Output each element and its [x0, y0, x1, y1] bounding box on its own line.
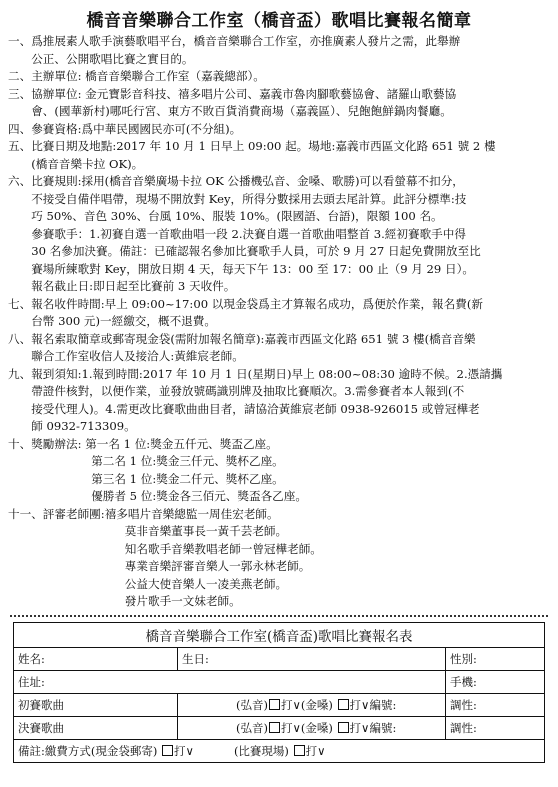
- prelim-song-options[interactable]: (弘音) 打∨(金嗓) 打∨編號:: [178, 694, 446, 717]
- rule-number: 六、: [8, 174, 32, 188]
- judge-text: 禧多唱片音樂總監一周佳宏老師。: [104, 506, 279, 521]
- prelim-key-field[interactable]: 調性:: [446, 694, 545, 717]
- rule-item: [8, 86, 548, 121]
- judge-line: [43, 506, 548, 524]
- rule-line: 巧 50%、音色 30%、台風 10%、服裝 10%。(限國語、台語)，限額 100 名。: [31, 209, 443, 223]
- rule-line: 不接受自備伴唱帶，現場不開放對 Key，所得分數採用去頭去尾計算。此評分標準:技: [31, 191, 467, 206]
- dotted-divider: [10, 615, 548, 617]
- judges-item: [8, 506, 548, 611]
- final-song-label: 決賽歌曲: [14, 717, 178, 740]
- award-line: [31, 453, 548, 471]
- rule-number: 二、: [8, 69, 32, 83]
- prelim-jinsang-checkbox[interactable]: [338, 699, 349, 710]
- prelim-song-label: 初賽歌曲: [14, 694, 178, 717]
- judge-line: 莫非音樂董事長一黃千芸老師。: [124, 524, 288, 538]
- rule-number: 五、: [8, 139, 32, 153]
- page-title: 橋音音樂聯合工作室（橋音盃）歌唱比賽報名簡章: [86, 11, 472, 31]
- rule-line: 帶證件核對，以便作業，並發放號碼識別牌及抽取比賽順次。3.需參賽者本人報到(不: [31, 384, 465, 398]
- rule-line: 接受代理人)。4.需更改比賽歌曲曲目者，請協洽黃維宸老師 0938-926015 或曾冠樺老: [31, 401, 480, 416]
- rule-text: [31, 138, 548, 173]
- rule-line: 30 名參加決賽。備註：已確認報名參加比賽歌手人員，可於 9 月 27 日起免費開放至比: [31, 244, 481, 258]
- judge-line: 知名歌手音樂教唱老師一曾冠樺老師。: [124, 541, 322, 556]
- award-text: 第二名 1 位:獎金三仟元、獎杯乙座。: [91, 454, 284, 468]
- rule-line: 會、(國華新村)哪吒行宮、東方不敗百貨消費商場（嘉義區）、兒飽飽鮮鍋肉餐廳。: [31, 104, 452, 118]
- rule-number: 八、: [8, 331, 32, 346]
- final-jinsang-checkbox[interactable]: [338, 722, 349, 733]
- judge-line: 專業音樂評審音樂人一郭永林老師。: [124, 559, 311, 573]
- rule-line: 報到須知:1.報到時間:2017 年 10 月 1 日(星期日)早上 08:00~08:30 逾時不候。2.憑請攜: [31, 366, 503, 381]
- birthday-field[interactable]: 生日:: [178, 648, 446, 671]
- rule-line: 公正、公開歌唱比賽之實目的。: [31, 51, 194, 66]
- rule-text: [31, 33, 548, 68]
- rule-line: 參賽資格:爲中華民國國民亦可(不分組)。: [31, 121, 242, 136]
- rule-text: [31, 86, 548, 121]
- judges-body: [43, 506, 548, 611]
- judges-label: 評審老師團:: [42, 506, 105, 521]
- rule-number: 九、: [8, 366, 32, 381]
- rule-text: [31, 366, 548, 436]
- rule-item: [8, 331, 548, 366]
- award-line: [31, 436, 548, 454]
- final-song-options[interactable]: (弘音) 打∨(金嗓) 打∨編號:: [178, 717, 446, 740]
- rule-text: [31, 121, 548, 139]
- onsite-payment-checkbox[interactable]: [294, 745, 305, 756]
- rule-line: 報名截止日:即日起至比賽前 3 天收件。: [31, 279, 236, 293]
- rule-text: [31, 331, 548, 366]
- gender-field[interactable]: 性別:: [446, 648, 545, 671]
- awards-item: [8, 436, 548, 506]
- judge-line: 公益大使音樂人一凌美燕老師。: [124, 576, 288, 591]
- rule-number: 四、: [8, 121, 32, 136]
- rule-line: 爲推展素人歌手演藝歌唱平台，橋音音樂聯合工作室，亦推廣素人發片之需，此舉辦: [31, 34, 461, 48]
- rule-line: 主辦單位: 橋音音樂聯合工作室（嘉義總部）。: [31, 69, 265, 83]
- award-line: [31, 488, 548, 506]
- awards-body: [31, 436, 548, 506]
- rule-text: [31, 68, 548, 86]
- rule-line: 賽場所練歌對 Key，開放日期 4 天，每天下午 13：00 至 17：00 止（9 月 29 日）。: [31, 261, 474, 276]
- registration-form: [13, 622, 545, 763]
- final-hongyin-checkbox[interactable]: [269, 722, 280, 733]
- rule-line: 比賽規則:採用(橋音音樂廣場卡拉 OK 公播機弘音、金嗓、歌勝)可以看螢幕不扣分，: [31, 174, 464, 188]
- rule-line: 報名收件時間:早上 09:00~17:00 以現金袋爲主才算報名成功，爲便於作業，報名費(新: [31, 296, 483, 311]
- rule-number: 三、: [8, 86, 32, 101]
- judges-number: 十一、: [8, 506, 43, 521]
- award-text: 第三名 1 位:獎金二仟元、獎杯乙座。: [91, 471, 284, 486]
- name-field[interactable]: 姓名:: [14, 648, 178, 671]
- rule-line: 報名索取簡章或郵寄現金袋(需附加報名簡章):嘉義市西區文化路 651 號 3 樓(橋音音樂: [31, 331, 476, 346]
- rule-line: 台幣 300 元)一經繳交，概不退費。: [31, 314, 216, 328]
- mobile-field[interactable]: 手機:: [446, 671, 545, 694]
- rule-line: 參賽歌手：1.初賽自選一首歌曲唱一段 2.決賽自選一首歌曲唱整首 3.經初賽歌手中得: [31, 226, 466, 241]
- rule-item: [8, 33, 548, 68]
- rule-line: 協辦單位: 金元寶影音科技、禧多唱片公司、嘉義市魯肉腳歌藝協會、諸羅山歌藝協: [31, 86, 457, 101]
- address-field[interactable]: 住址:: [14, 671, 446, 694]
- rule-number: 七、: [8, 296, 32, 311]
- remark-row: 備註:繳費方式(現金袋郵寄) 打∨ (比賽現場) 打∨: [14, 740, 545, 763]
- rule-item: [8, 173, 548, 296]
- rule-text: [31, 296, 548, 331]
- rule-line: (橋音音樂卡拉 OK)。: [31, 156, 144, 171]
- rule-item: [8, 138, 548, 173]
- rule-line: 師 0932-713309。: [31, 419, 136, 433]
- prelim-hongyin-checkbox[interactable]: [269, 699, 280, 710]
- rule-item: [8, 68, 548, 86]
- rule-item: [8, 121, 548, 139]
- awards-number: 十、: [8, 436, 32, 451]
- judge-line: 發片歌手一文妹老師。: [124, 594, 241, 608]
- awards-label: 獎勵辦法:: [31, 436, 82, 451]
- award-text: 優勝者 5 位:獎金各三佰元、獎盃各乙座。: [91, 489, 307, 503]
- rule-number: 一、: [8, 34, 32, 48]
- rule-item: [8, 296, 548, 331]
- final-key-field[interactable]: 調性:: [446, 717, 545, 740]
- award-line: [31, 471, 548, 489]
- award-text: 第一名 1 位:獎金五仟元、獎盃乙座。: [85, 436, 278, 451]
- mail-payment-checkbox[interactable]: [162, 745, 173, 756]
- rule-text: [31, 173, 548, 296]
- rule-item: [8, 366, 548, 436]
- rules-section: [8, 33, 548, 611]
- rule-line: 比賽日期及地點:2017 年 10 月 1 日早上 09:00 起。場地:嘉義市西區文化路 651 號 2 樓: [31, 139, 496, 153]
- form-title: 橋音音樂聯合工作室(橋音盃)歌唱比賽報名表: [14, 623, 545, 648]
- rule-line: 聯合工作室收信人及接洽人:黃維宸老師。: [31, 349, 244, 363]
